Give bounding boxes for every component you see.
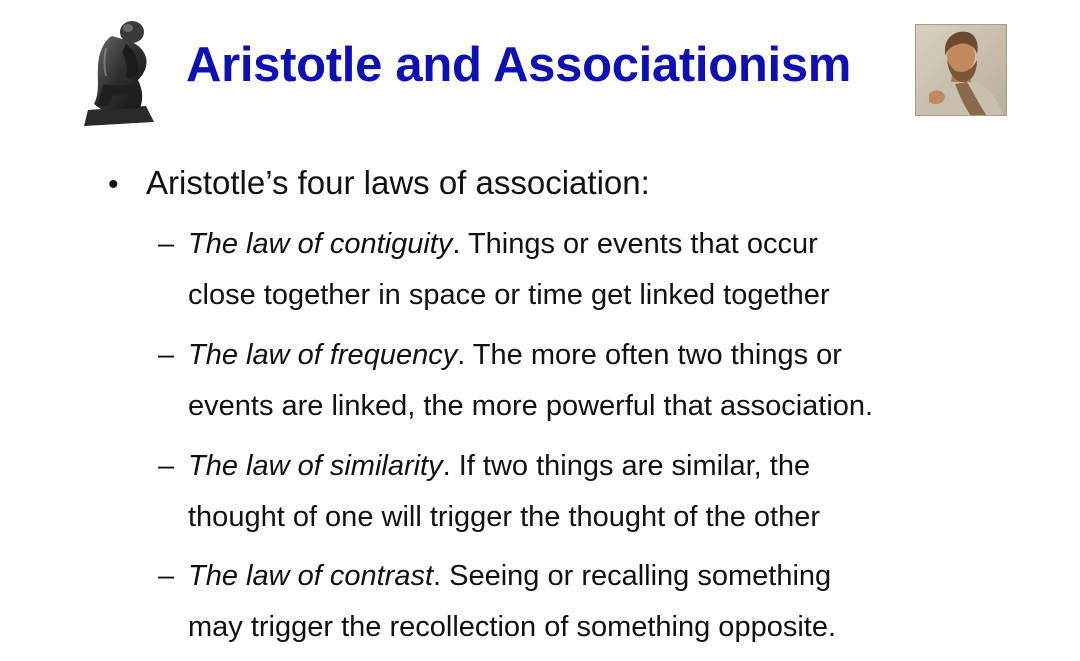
aristotle-portrait-image	[915, 24, 1007, 116]
thinker-statue-image	[82, 14, 164, 126]
law-line-1	[188, 219, 1028, 270]
law-line-2: events are linked, the more powerful that association.	[188, 390, 874, 422]
law-description: . If two things are similar, the	[442, 450, 811, 482]
law-name: The law of similarity	[188, 450, 443, 482]
law-line-2: may trigger the recollection of something opposite.	[188, 611, 837, 643]
law-name: The law of contrast	[188, 560, 433, 592]
law-line-2: thought of one will trigger the thought of the other	[188, 501, 820, 533]
law-description: . Things or events that occur	[452, 228, 818, 260]
law-line-1	[188, 441, 1028, 492]
slide-title: Aristotle and Associationism	[186, 38, 852, 92]
dash-marker: –	[158, 450, 175, 482]
dash-marker: –	[158, 339, 175, 371]
law-description: . The more often two things or	[457, 339, 842, 371]
main-bullet	[108, 162, 650, 206]
law-name: The law of contiguity	[188, 228, 453, 260]
main-bullet-text: Aristotle’s four laws of association:	[146, 164, 650, 201]
law-line-2: close together in space or time get linked together	[188, 279, 830, 311]
law-name: The law of frequency	[188, 339, 458, 371]
law-line-1	[188, 330, 1028, 381]
law-description: . Seeing or recalling something	[433, 560, 832, 592]
dash-marker: –	[158, 560, 175, 592]
bullet-dot: •	[108, 168, 119, 201]
law-line-1	[188, 551, 1028, 602]
dash-marker: –	[158, 228, 175, 260]
